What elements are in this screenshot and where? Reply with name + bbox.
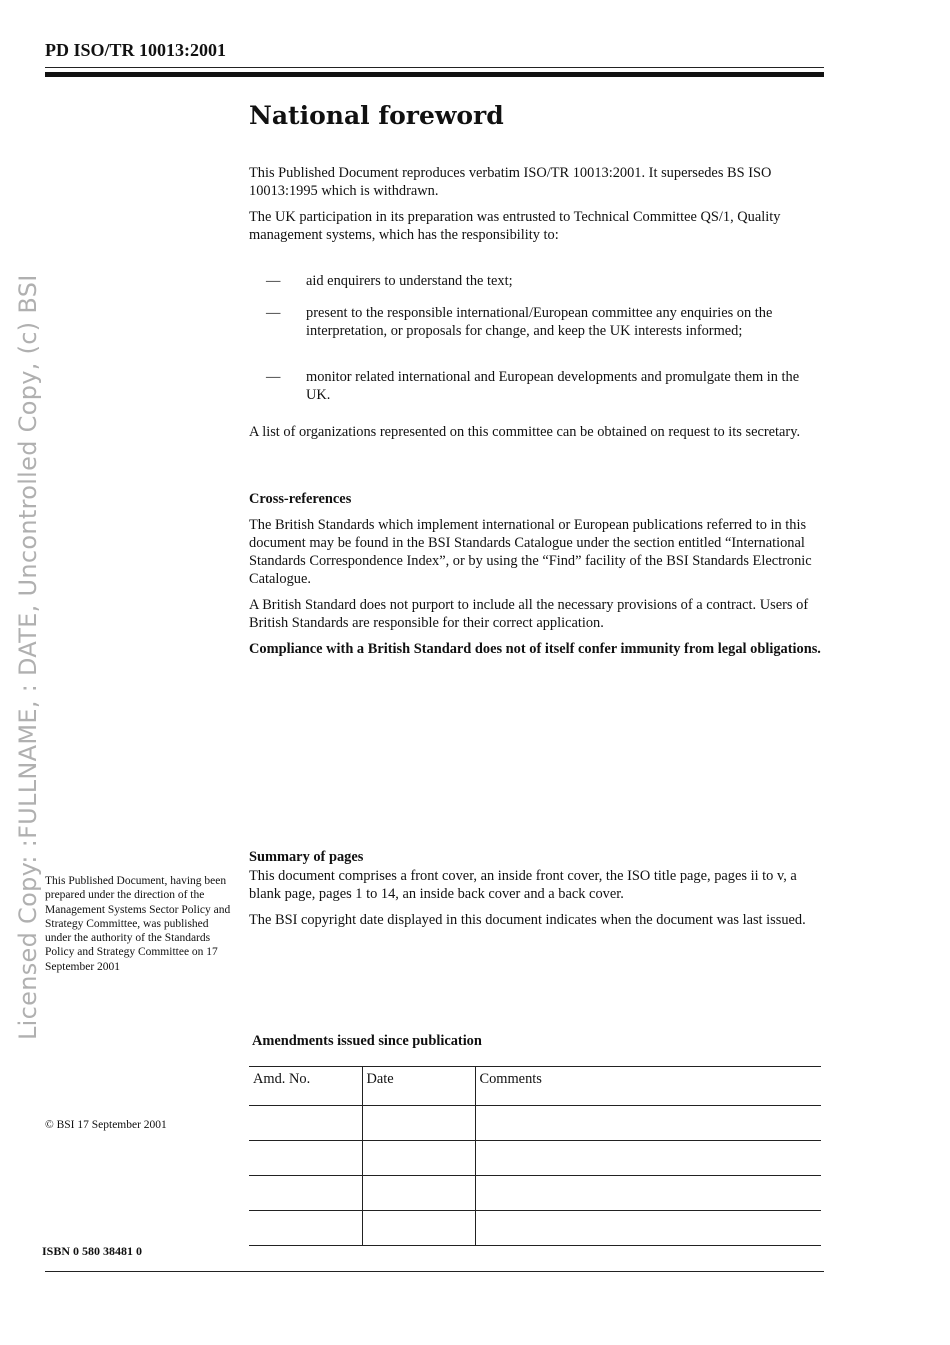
header-rule-thin <box>45 67 824 68</box>
table-cell <box>475 1176 821 1211</box>
bullet-text: present to the responsible international/European committee any enquiries on the interpretation, or proposals for change, and keep the UK interests informed; <box>306 305 773 339</box>
table-cell <box>475 1141 821 1176</box>
bullet-dash: — <box>266 273 281 289</box>
table-cell <box>362 1176 475 1211</box>
column-header-comments: Comments <box>475 1067 821 1106</box>
isbn-number: ISBN 0 580 38481 0 <box>42 1244 143 1258</box>
copyright-notice: © BSI 17 September 2001 <box>45 1119 167 1131</box>
summary-heading: Summary of pages <box>249 849 364 865</box>
table-cell <box>249 1176 362 1211</box>
bullet-text: aid enquirers to understand the text; <box>306 273 513 289</box>
amendments-heading: Amendments issued since publication <box>252 1033 482 1049</box>
table-row <box>249 1176 821 1211</box>
column-header-amd-no: Amd. No. <box>249 1067 362 1106</box>
table-cell <box>362 1211 475 1246</box>
footer-rule <box>45 1271 824 1272</box>
table-cell <box>249 1141 362 1176</box>
column-header-date: Date <box>362 1067 475 1106</box>
compliance-statement: Compliance with a British Standard does not of itself confer immunity from legal obligations. <box>249 641 821 657</box>
publication-note: This Published Document, having been prepared under the direction of the Management Systems Sector Policy and Strategy Committee, was published under the authority of the Standards Policy and Strategy Committee on 17 September 2001 <box>45 875 231 973</box>
document-code: PD ISO/TR 10013:2001 <box>45 40 227 60</box>
table-row <box>249 1141 821 1176</box>
bullet-dash: — <box>266 369 281 385</box>
bullet-text: monitor related international and European developments and promulgate them in the UK. <box>306 369 800 403</box>
table-cell <box>362 1141 475 1176</box>
summary-paragraph-1: This document comprises a front cover, an inside front cover, the ISO title page, pages ii to v, a blank page, pages 1 to 14, an inside back cover and a back cover. <box>249 868 797 902</box>
cross-references-paragraph-2: A British Standard does not purport to include all the necessary provisions of a contract. Users of British Standards are responsible for their correct application. <box>249 597 809 631</box>
page-title: National foreword <box>249 101 504 130</box>
table-row <box>249 1106 821 1141</box>
summary-body <box>249 867 829 929</box>
table-cell <box>475 1106 821 1141</box>
cross-references-paragraph-1: The British Standards which implement international or European publications referred to in this document may be found in the BSI Standards Catalogue under the section entitled “International Standards Correspondence Index”, or by using the “Find” facility of the BSI Standards Electronic Catalogue. <box>249 517 812 587</box>
license-watermark: Licensed Copy: :FULLNAME, : DATE, Uncontrolled Copy, (c) BSI <box>14 274 42 1040</box>
cross-references-body <box>249 516 829 658</box>
table-row <box>249 1211 821 1246</box>
table-cell <box>475 1211 821 1246</box>
foreword-paragraph-3: A list of organizations represented on this committee can be obtained on request to its secretary. <box>249 424 801 440</box>
table-cell <box>249 1211 362 1246</box>
foreword-intro <box>249 164 829 244</box>
bullet-dash: — <box>266 305 281 321</box>
foreword-paragraph-1: This Published Document reproduces verbatim ISO/TR 10013:2001. It supersedes BS ISO 10013:1995 which is withdrawn. <box>249 165 772 199</box>
table-cell <box>249 1106 362 1141</box>
summary-paragraph-2: The BSI copyright date displayed in this document indicates when the document was last issued. <box>249 912 806 928</box>
foreword-paragraph-2: The UK participation in its preparation was entrusted to Technical Committee QS/1, Quality management systems, which has the responsibility to: <box>249 209 781 243</box>
amendments-table <box>249 1066 821 1246</box>
cross-references-heading: Cross-references <box>249 491 352 507</box>
table-header-row <box>249 1067 821 1106</box>
table-cell <box>362 1106 475 1141</box>
header-rule-thick <box>45 72 824 77</box>
